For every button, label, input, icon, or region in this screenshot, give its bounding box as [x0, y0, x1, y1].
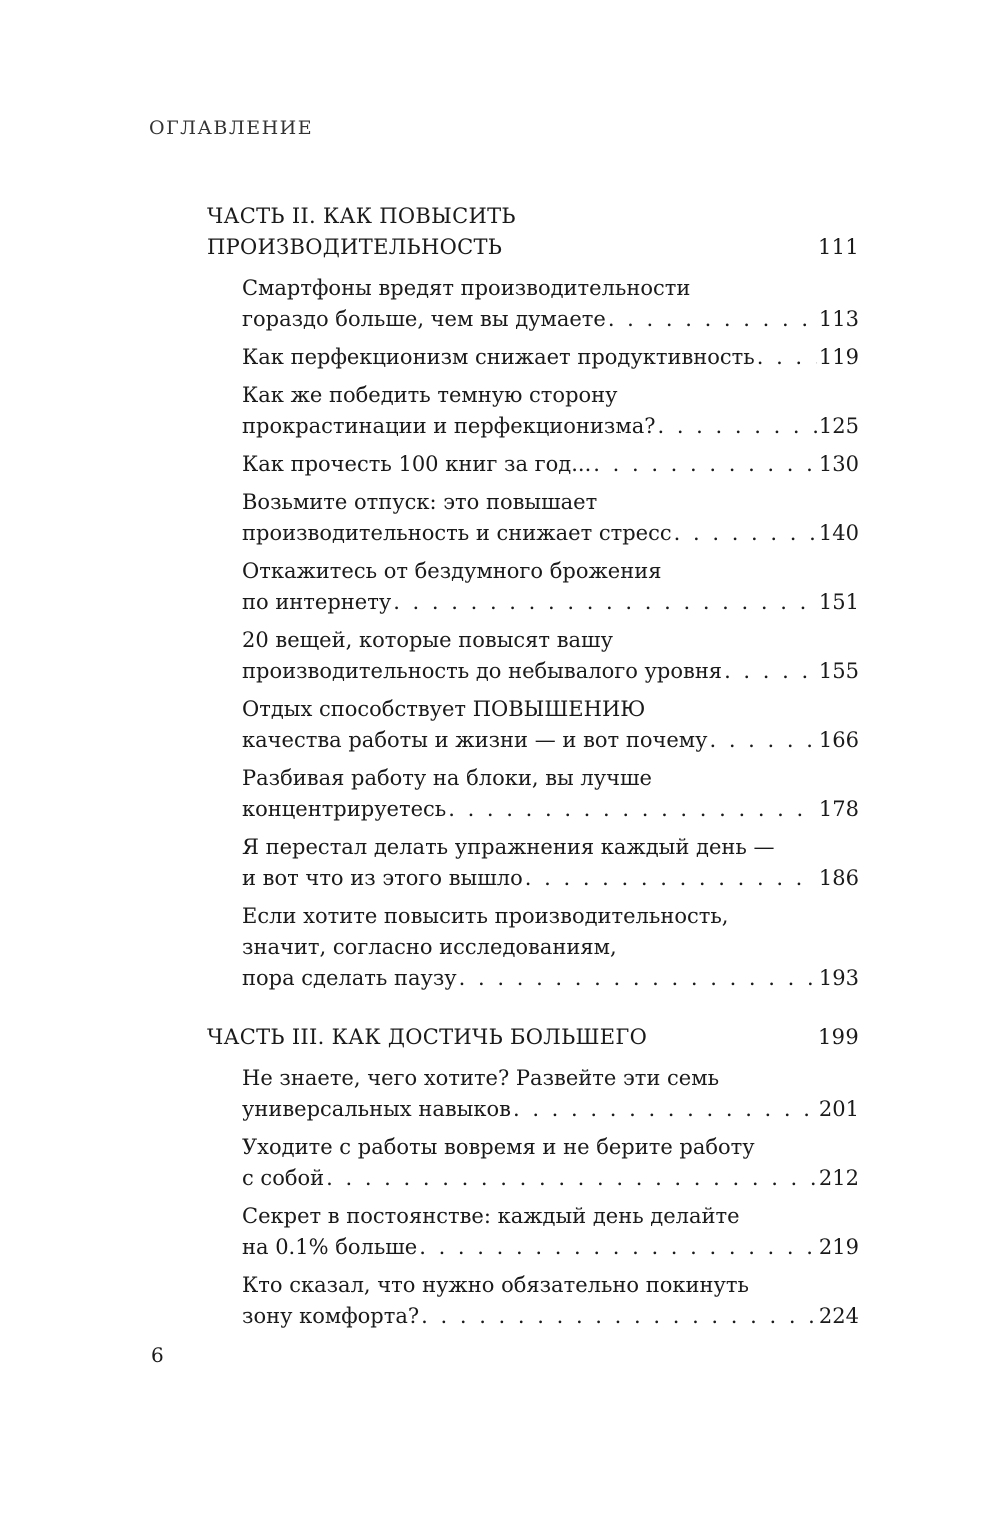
chapter-page-number: 155 — [818, 659, 859, 683]
chapter-final-line — [242, 656, 859, 687]
chapter-entry[interactable] — [242, 1201, 859, 1263]
chapter-title-line: Не знаете, чего хотите? Развейте эти семь — [242, 1066, 720, 1090]
chapter-final-line — [242, 1301, 859, 1332]
dot-leader — [724, 656, 817, 687]
chapter-final-line — [242, 411, 859, 442]
chapter-final-line — [242, 342, 859, 373]
chapter-title-line: гораздо больше, чем вы думаете — [242, 307, 606, 331]
chapter-entry[interactable] — [242, 487, 859, 549]
part-title-line: ЧАСТЬ III. КАК ДОСТИЧЬ БОЛЬШЕГО — [207, 1025, 648, 1049]
chapter-title-line: производительность до небывалого уровня — [242, 659, 723, 683]
chapter-final-line — [242, 1232, 859, 1263]
dot-leader — [448, 794, 817, 825]
dot-leader — [657, 411, 816, 442]
chapter-final-line — [242, 794, 859, 825]
chapter-entry[interactable] — [242, 832, 859, 894]
page-number: 6 — [151, 1343, 164, 1367]
chapter-page-number: 186 — [818, 866, 859, 890]
toc-part — [207, 201, 859, 994]
chapter-title-line: Как прочесть 100 книг за год... — [242, 452, 592, 476]
chapter-title-line: Я перестал делать упражнения каждый день — — [242, 835, 775, 859]
chapter-final-line — [242, 1163, 859, 1194]
part-page-number: 111 — [818, 235, 859, 259]
chapter-list — [207, 273, 859, 994]
chapter-final-line — [242, 725, 859, 756]
chapter-title-line: по интернету — [242, 590, 392, 614]
dot-leader — [421, 1301, 817, 1332]
chapter-title-line: прокрастинации и перфекционизма? — [242, 414, 656, 438]
chapter-entry[interactable] — [242, 625, 859, 687]
chapter-entry[interactable] — [242, 273, 859, 335]
chapter-title-line: Смартфоны вредят производительности — [242, 276, 691, 300]
chapter-entry[interactable] — [242, 901, 859, 994]
chapter-entry[interactable] — [242, 556, 859, 618]
chapter-title-line: Как перфекционизм снижает продуктивность — [242, 345, 755, 369]
chapter-list — [207, 1063, 859, 1332]
part-title — [207, 201, 818, 263]
chapter-title-line: Кто сказал, что нужно обязательно покинуть — [242, 1273, 749, 1297]
chapter-entry[interactable] — [242, 1270, 859, 1332]
chapter-page-number: 151 — [818, 590, 859, 614]
chapter-title-line: пора сделать паузу — [242, 966, 457, 990]
chapter-page-number: 140 — [818, 521, 859, 545]
chapter-title-line: Секрет в постоянстве: каждый день делайте — [242, 1204, 740, 1228]
dot-leader — [757, 342, 817, 373]
chapter-title-line: универсальных навыков — [242, 1097, 511, 1121]
chapter-title-line: на 0.1% больше — [242, 1235, 418, 1259]
part-title-line: ЧАСТЬ II. КАК ПОВЫСИТЬ — [207, 204, 516, 228]
chapter-final-line — [242, 863, 859, 894]
chapter-title-line: Если хотите повысить производительность, — [242, 904, 729, 928]
chapter-final-line — [242, 518, 859, 549]
chapter-title-line: 20 вещей, которые повысят вашу — [242, 628, 613, 652]
chapter-final-line — [242, 449, 859, 480]
part-title-line: ПРОИЗВОДИТЕЛЬНОСТЬ — [207, 235, 503, 259]
chapter-entry[interactable] — [242, 1063, 859, 1125]
chapter-title-line: Как же победить темную сторону — [242, 383, 618, 407]
chapter-page-number: 166 — [818, 728, 859, 752]
chapter-title-line: концентрируетесь — [242, 797, 447, 821]
chapter-page-number: 224 — [818, 1304, 859, 1328]
chapter-page-number: 113 — [818, 307, 859, 331]
chapter-page-number: 119 — [818, 345, 859, 369]
dot-leader — [709, 725, 816, 756]
chapter-final-line — [242, 963, 859, 994]
chapter-entry[interactable] — [242, 449, 859, 480]
dot-leader — [525, 863, 817, 894]
chapter-title-line: Уходите с работы вовремя и не берите работу — [242, 1135, 755, 1159]
chapter-page-number: 193 — [818, 966, 859, 990]
chapter-title-line: производительность и снижает стресс — [242, 521, 672, 545]
part-heading[interactable] — [207, 201, 859, 263]
chapter-title-line: с собой — [242, 1166, 325, 1190]
dot-leader — [513, 1094, 817, 1125]
chapter-entry[interactable] — [242, 380, 859, 442]
chapter-title-line: зону комфорта? — [242, 1304, 420, 1328]
chapter-title-line: качества работы и жизни — и вот почему — [242, 728, 708, 752]
dot-leader — [393, 587, 817, 618]
chapter-final-line — [242, 1094, 859, 1125]
chapter-final-line — [242, 587, 859, 618]
running-head: ОГЛАВЛЕНИЕ — [149, 117, 314, 139]
part-page-number: 199 — [818, 1025, 859, 1049]
chapter-page-number: 130 — [818, 452, 859, 476]
table-of-contents — [207, 201, 859, 1348]
chapter-page-number: 201 — [818, 1097, 859, 1121]
chapter-entry[interactable] — [242, 694, 859, 756]
chapter-page-number: 212 — [818, 1166, 859, 1190]
chapter-title-line: Откажитесь от бездумного брожения — [242, 559, 662, 583]
part-title — [207, 1022, 818, 1053]
dot-leader — [459, 963, 817, 994]
toc-part — [207, 1022, 859, 1332]
part-heading[interactable] — [207, 1022, 859, 1053]
chapter-title-line: значит, согласно исследованиям, — [242, 935, 617, 959]
chapter-page-number: 219 — [818, 1235, 859, 1259]
dot-leader — [608, 304, 817, 335]
dot-leader — [593, 449, 817, 480]
chapter-title-line: и вот что из этого вышло — [242, 866, 523, 890]
chapter-entry[interactable] — [242, 763, 859, 825]
dot-leader — [419, 1232, 817, 1263]
chapter-entry[interactable] — [242, 342, 859, 373]
chapter-entry[interactable] — [242, 1132, 859, 1194]
dot-leader — [674, 518, 817, 549]
chapter-title-line: Отдых способствует ПОВЫШЕНИЮ — [242, 697, 646, 721]
chapter-page-number: 125 — [818, 414, 859, 438]
chapter-final-line — [242, 304, 859, 335]
chapter-title-line: Разбивая работу на блоки, вы лучше — [242, 766, 652, 790]
chapter-page-number: 178 — [818, 797, 859, 821]
dot-leader — [326, 1163, 817, 1194]
chapter-title-line: Возьмите отпуск: это повышает — [242, 490, 598, 514]
part-gap — [207, 1010, 859, 1022]
